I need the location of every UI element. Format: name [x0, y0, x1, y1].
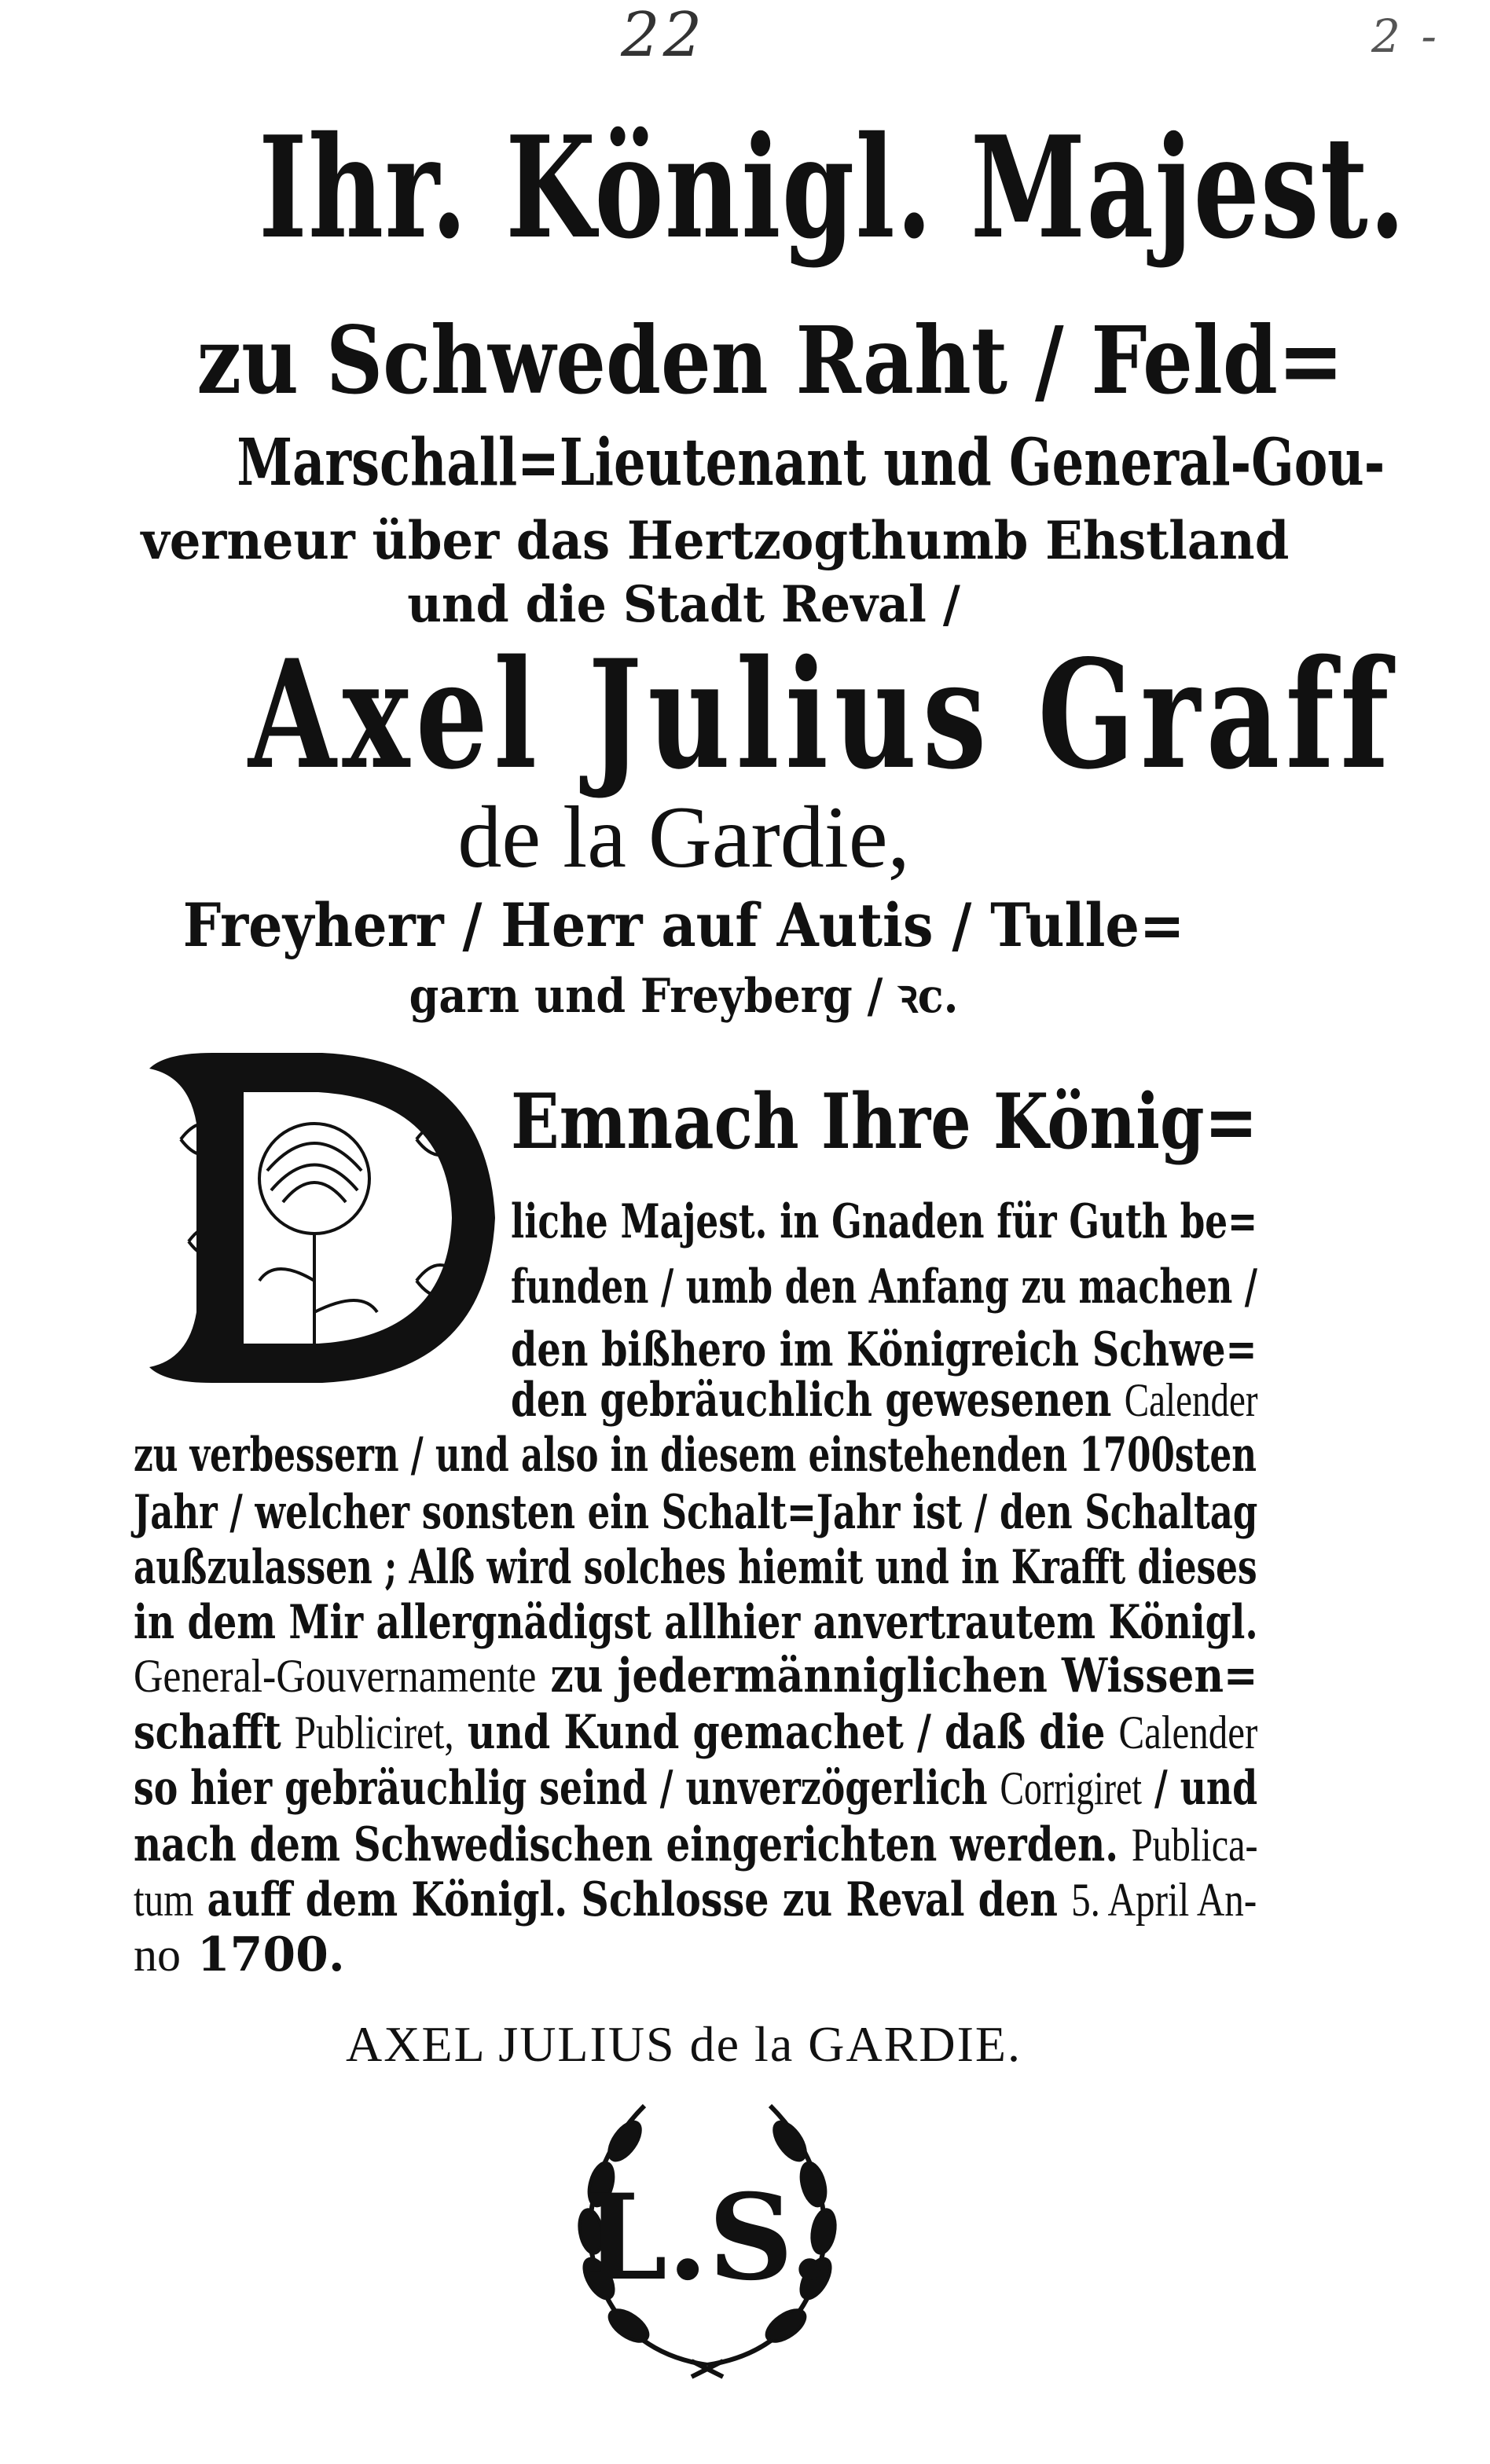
body-line-11-c: und Kund gemachet / daß die [453, 1705, 1119, 1760]
body-line-13-b: Publica- [1131, 1819, 1258, 1871]
body-line-4: den bißhero im Königreich Schwe= [511, 1322, 1257, 1377]
body-line-14 [134, 1872, 1257, 1927]
body-line-14-c: 5. April An- [1071, 1874, 1257, 1926]
body-line-13-a: nach dem Schwedischen eingerichten werden. [134, 1817, 1132, 1872]
title-line-governor: verneur über das Hertzogthumb Ehstland [141, 510, 1290, 571]
body-line-11-a: schafft [134, 1705, 295, 1760]
body-line-15-a: no [134, 1929, 181, 1981]
seal-ls [542, 2082, 872, 2381]
title-line-name: Axel Julius Graff [248, 627, 1396, 802]
body-line-12-a: so hier gebräuchlig seind / unverzögerlich [134, 1761, 1000, 1816]
title-line-freyherr: Freyherr / Herr auf Autis / Tulle= [182, 890, 1185, 960]
body-line-14-b: auff dem Königl. Schlosse zu Reval den [193, 1872, 1072, 1927]
body-line-12-c: / und [1142, 1761, 1258, 1816]
body-line-7: Jahr / welcher sonsten ein Schalt=Jahr ist / den Schaltag [134, 1485, 1258, 1540]
body-line-12-b: Corrigiret [1000, 1762, 1143, 1814]
signature-name: AXEL JULIUS de la GARDIE. [346, 2016, 1022, 2072]
body-line-1: Emnach Ihre König= [511, 1077, 1258, 1166]
body-line-8: außzulassen ; Alß wird solches hiemit und in Krafft dieses [134, 1540, 1257, 1595]
body-line-11-d: Calender [1118, 1707, 1258, 1758]
body-line-10-antiqua: General-Gouvernamente [134, 1650, 537, 1702]
body-line-9: in dem Mir allergnädigst allhier anvertrautem Königl. [134, 1595, 1258, 1650]
title-line-de-la-gardie: de la Gardie, [457, 789, 910, 886]
body-line-13 [134, 1817, 1258, 1872]
handwritten-page-number: 22 [621, 0, 706, 71]
body-line-14-a: tum [134, 1874, 194, 1926]
body-line-5-fraktur: den gebräuchlich gewesenen [511, 1373, 1125, 1428]
body-line-12 [134, 1761, 1258, 1816]
title-line-marshal: Marschall=Lieutenant und General-Gou- [237, 425, 1385, 500]
body-line-5-antiqua: Calender [1124, 1374, 1258, 1426]
body-line-15 [134, 1927, 1257, 1982]
body-line-10 [134, 1648, 1258, 1703]
initial-letter-text: D [307, 1211, 321, 1230]
body-line-10-fraktur: zu jedermänniglichen Wissen= [536, 1648, 1258, 1703]
title-line-garn: garn und Freyberg / ꝛc. [409, 969, 959, 1024]
body-line-11-b: Publiciret, [294, 1707, 454, 1758]
handwritten-corner-mark: 2 - [1371, 9, 1440, 63]
title-line-reval: und die Stadt Reval / [407, 575, 960, 634]
body-line-11 [134, 1705, 1258, 1760]
title-line-majesty: Ihr. Königl. Majest. [259, 105, 1407, 270]
decorated-initial-d [118, 1045, 511, 1391]
title-line-sweden: zu Schweden Raht / Feld= [196, 306, 1344, 415]
seal-text: L.S. [584, 2169, 831, 2307]
body-line-15-b: 1700. [181, 1927, 345, 1982]
body-line-6: zu verbessern / und also in diesem einstehenden 1700sten [134, 1428, 1257, 1483]
body-line-3: funden / umb den Anfang zu machen / [511, 1260, 1258, 1314]
body-line-2: liche Majest. in Gnaden für Guth be= [511, 1194, 1258, 1249]
body-line-5 [511, 1373, 1258, 1428]
